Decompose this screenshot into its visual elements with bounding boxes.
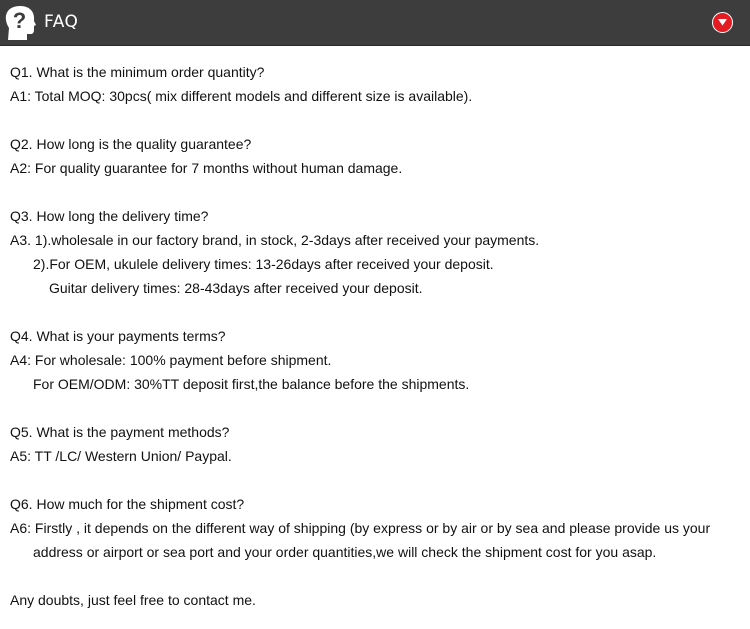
faq-answer: address or airport or sea port and your order quantities,we will check the shipment cost for you asap. [33, 544, 657, 560]
faq-question: Q2. How long is the quality guarantee? [10, 136, 252, 152]
faq-header [0, 0, 750, 46]
contact-note: Any doubts, just feel free to contact me. [10, 592, 256, 608]
question-head-icon [3, 5, 37, 41]
faq-item [10, 132, 740, 180]
faq-question: Q4. What is your payments terms? [10, 328, 226, 344]
faq-item [10, 420, 740, 468]
faq-answer: A1: Total MOQ: 30pcs( mix different models and different size is available). [10, 88, 473, 104]
svg-text:?: ? [12, 8, 27, 33]
faq-footer-note [10, 588, 740, 612]
faq-question: Q3. How long the delivery time? [10, 208, 209, 224]
faq-question: Q1. What is the minimum order quantity? [10, 64, 265, 80]
faq-question: Q6. How much for the shipment cost? [10, 496, 245, 512]
faq-list [10, 60, 740, 612]
faq-answer: A3. 1).wholesale in our factory brand, in stock, 2-3days after received your payments. [10, 232, 540, 248]
faq-item [10, 60, 740, 108]
page-title: FAQ [44, 12, 79, 32]
faq-answer: A4: For wholesale: 100% payment before shipment. [10, 352, 332, 368]
faq-answer: For OEM/ODM: 30%TT deposit first,the balance before the shipments. [33, 376, 470, 392]
faq-question: Q5. What is the payment methods? [10, 424, 230, 440]
faq-item [10, 324, 740, 396]
faq-answer: A5: TT /LC/ Western Union/ Paypal. [10, 448, 232, 464]
faq-item [10, 492, 740, 564]
chevron-down-icon [717, 18, 728, 27]
faq-answer: A6: Firstly , it depends on the different way of shipping (by express or by air or by sea and please provide us your [10, 520, 711, 536]
faq-answer: A2: For quality guarantee for 7 months without human damage. [10, 160, 403, 176]
collapse-toggle-button[interactable] [712, 12, 733, 33]
faq-answer: 2).For OEM, ukulele delivery times: 13-26days after received your deposit. [33, 256, 494, 272]
faq-item [10, 204, 740, 300]
faq-answer: Guitar delivery times: 28-43days after received your deposit. [49, 280, 423, 296]
